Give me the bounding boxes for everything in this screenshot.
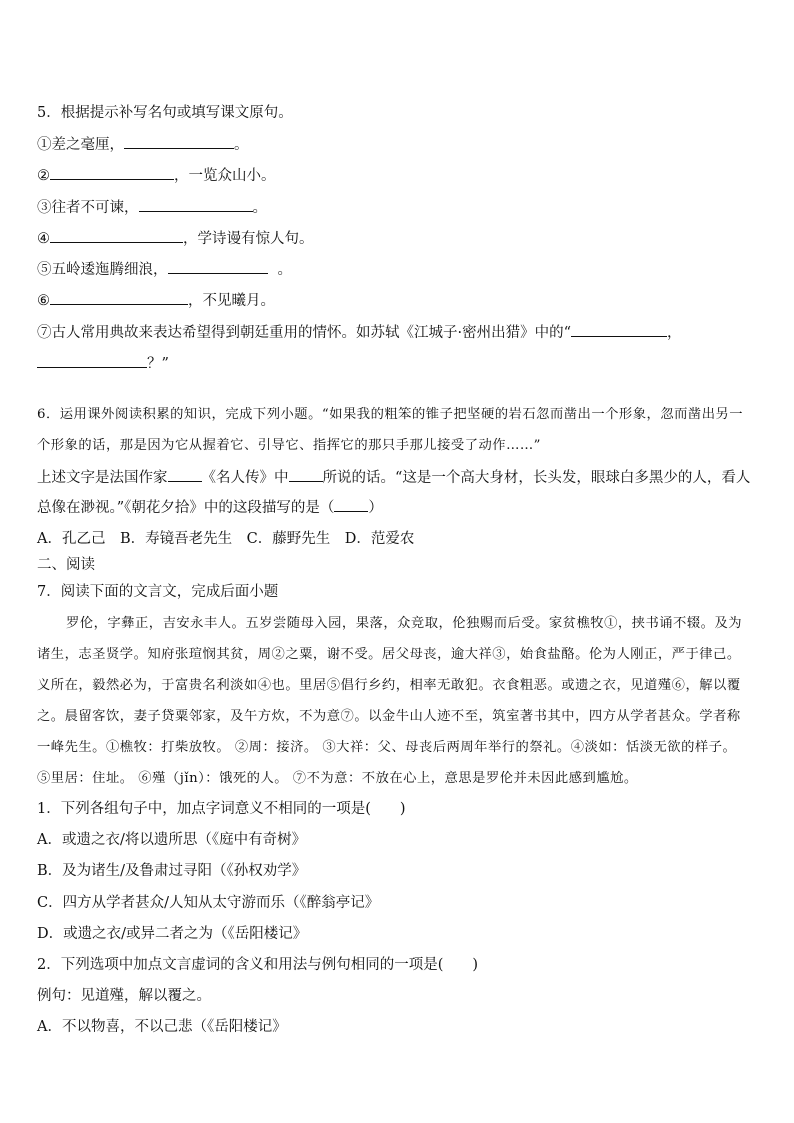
q6-line-3: 上述文字是法国作家 《名人传》中 所说的话。“这是一个高大身材，长头发，眼球白多黑少的人，看人 <box>37 467 750 488</box>
answer-blank[interactable] <box>289 467 323 482</box>
answer-blank[interactable] <box>168 467 202 482</box>
passage-line: ⑤里居：住址。 ⑥殣（jǐn）：饿死的人。 ⑦不为意：不放在心上，意思是罗伦并未因此感到尴尬。 <box>37 771 638 786</box>
q5-item-5: ⑤五岭逶迤腾细浪， 。 <box>37 259 292 280</box>
option-c[interactable]: C．四方从学者甚众/人知从太守游而乐（《醉翁亭记》 <box>37 895 380 911</box>
q6-line-2: 个形象的话，那是因为它从握着它、引导它、指挥它的那只手那儿接受了动作……” <box>37 438 541 453</box>
answer-blank[interactable] <box>139 197 253 212</box>
answer-blank[interactable] <box>571 322 667 337</box>
option-a[interactable]: A．或遗之衣/将以遗所思（《庭中有奇树》 <box>37 832 307 848</box>
answer-blank[interactable] <box>37 353 147 368</box>
q5-title: 5．根据提示补写名句或填写课文原句。 <box>37 105 293 121</box>
q5-item-6: ⑥ ，不见曦月。 <box>37 290 275 311</box>
passage-line: 一峰先生。①樵牧：打柴放牧。 ②周：接济。 ③大祥：父、母丧后两周年举行的祭礼。④淡如：恬淡无欲的样子。 <box>37 740 737 755</box>
q5-item-2: ② ，一览众山小。 <box>37 165 276 186</box>
passage-line: 诸生，志圣贤学。知府张瑄悯其贫，周②之粟，谢不受。居父母丧，逾大祥③，始食盐酪。伦为人刚正，严于律己。 <box>37 647 741 662</box>
section-heading: 二、阅读 <box>37 557 95 573</box>
passage-line: 罗伦，字彝正，吉安永丰人。五岁尝随母入园，果落，众竞取，伦独赐而后受。家贫樵牧①，挟书诵不辍。及为 <box>66 616 743 631</box>
option-d[interactable]: D．或遗之衣/或异二者之为（《岳阳楼记》 <box>37 926 308 942</box>
answer-blank[interactable] <box>168 259 268 274</box>
option-a[interactable]: A．不以物喜，不以己悲（《岳阳楼记》 <box>37 1019 287 1035</box>
q5-item-7-cont: ？” <box>37 353 169 374</box>
answer-blank[interactable] <box>334 497 368 512</box>
sub-question-2: 2．下列选项中加点文言虚词的含义和用法与例句相同的一项是( ) <box>37 957 479 973</box>
answer-blank[interactable] <box>124 134 234 149</box>
q5-item-3: ③往者不可谏， 。 <box>37 197 267 218</box>
option-b[interactable]: B．及为诸生/及鲁肃过寻阳（《孙权劝学》 <box>37 863 307 879</box>
q5-item-1: ①差之毫厘， 。 <box>37 134 249 155</box>
answer-blank[interactable] <box>50 290 188 305</box>
q5-item-4: ④ ，学诗谩有惊人句。 <box>37 228 314 249</box>
q6-line-4: 总像在渺视。”《朝花夕拾》中的这段描写的是（ ） <box>37 497 383 518</box>
answer-blank[interactable] <box>50 228 183 243</box>
example-sentence: 例句：见道殣，解以覆之。 <box>37 988 211 1004</box>
q7-title: 7．阅读下面的文言文，完成后面小题 <box>37 584 279 600</box>
q6-options: A．孔乙己 B．寿镜吾老先生 C．藤野先生 D．范爱农 <box>37 531 415 547</box>
q5-item-7: ⑦古人常用典故来表达希望得到朝廷重用的情怀。如苏轼《江城子·密州出猎》中的“ ， <box>37 322 682 343</box>
sub-question-1: 1．下列各组句子中，加点字词意义不相同的一项是( ) <box>37 801 406 817</box>
answer-blank[interactable] <box>50 165 174 180</box>
passage-line: 之。晨留客饮，妻子贷粟邻家，及午方炊，不为意⑦。以金牛山人迹不至，筑室著书其中，四方从学者甚众。学者称 <box>37 709 741 724</box>
passage-line: 义所在，毅然必为，于富贵名利淡如④也。里居⑤倡行乡约，相率无敢犯。衣食粗恶。或遗之衣，见道殣⑥，解以覆 <box>37 678 741 693</box>
q6-line-1: 6．运用课外阅读积累的知识，完成下列小题。“如果我的粗笨的锥子把坚硬的岩石忽而凿出一个形象，忽而凿出另一 <box>37 407 744 422</box>
